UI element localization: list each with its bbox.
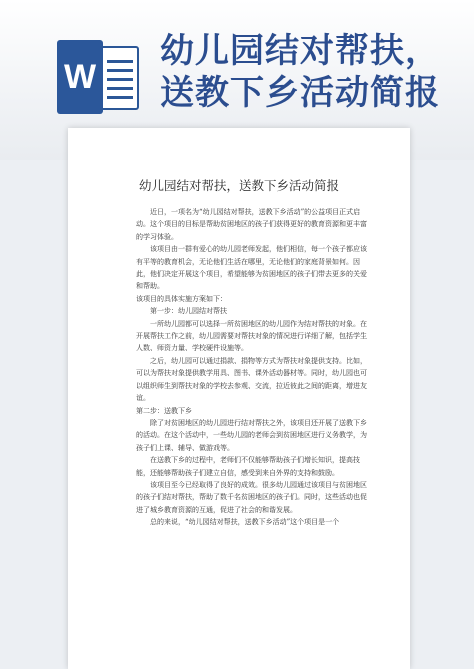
banner-title-line1: 幼儿园结对帮扶， <box>160 31 440 71</box>
document-paragraph: 第二步：送教下乡 <box>136 406 192 415</box>
document-paragraph: 该项目的具体实施方案如下： <box>136 294 227 303</box>
document-page <box>68 128 410 669</box>
banner-title <box>160 30 460 114</box>
document-paragraph: 一所幼儿园都可以选择一所贫困地区的幼儿园作为结对帮扶的对象。在开展帮扶工作之前，幼儿园需要对帮扶对象的情况进行详细了解，包括学生人数、师资力量、学校硬件设施等。 <box>136 319 367 353</box>
document-paragraph: 该项目至今已经取得了良好的成效。很多幼儿园通过该项目与贫困地区的孩子们结对帮扶，帮助了数千名贫困地区的孩子们。同时，这些活动也促进了城乡教育资源的互通，促进了社会的和谐发展。 <box>136 480 367 514</box>
document-paragraph: 第一步：幼儿园结对帮扶 <box>150 307 227 316</box>
document-paragraph: 除了对贫困地区的幼儿园进行结对帮扶之外，该项目还开展了送教下乡的活动。在这个活动中，一些幼儿园的老师会到贫困地区进行义务教学，为孩子们上课、辅导、做游戏等。 <box>136 418 367 452</box>
document-paragraph: 该项目由一群有爱心的幼儿园老师发起，他们相信，每一个孩子都应该有平等的教育机会，无论他们生活在哪里，无论他们的家庭背景如何。因此，他们决定开展这个项目，希望能够为贫困地区的孩子们带去更多的关爱和帮助。 <box>136 245 367 291</box>
document-paragraph: 总的来说，“幼儿园结对帮扶，送教下乡活动”这个项目是一个 <box>150 518 340 527</box>
document-body <box>136 206 372 529</box>
document-paragraph: 之后，幼儿园可以通过捐款、捐物等方式为帮扶对象提供支持。比如，可以为帮扶对象提供教学用具、图书、课外活动器材等。同时，幼儿园也可以组织师生到帮扶对象的学校去参观、交流，拉近彼此之间的距离，增进友谊。 <box>136 356 367 403</box>
word-document-icon <box>57 40 141 114</box>
word-logo-letter: W <box>57 40 103 114</box>
banner-title-line2: 送教下乡活动简报 <box>160 73 440 113</box>
document-title: 幼儿园结对帮扶，送教下乡活动简报 <box>138 178 339 193</box>
document-paragraph: 近日，一项名为“幼儿园结对帮扶，送教下乡活动”的公益项目正式启动。这个项目的目标是帮助贫困地区的孩子们获得更好的教育资源和更丰富的学习体验。 <box>136 208 367 241</box>
document-paragraph: 在送教下乡的过程中，老师们不仅能够帮助孩子们增长知识，提高技能，还能够帮助孩子们建立自信，感受到来自外界的支持和鼓励。 <box>136 456 360 477</box>
